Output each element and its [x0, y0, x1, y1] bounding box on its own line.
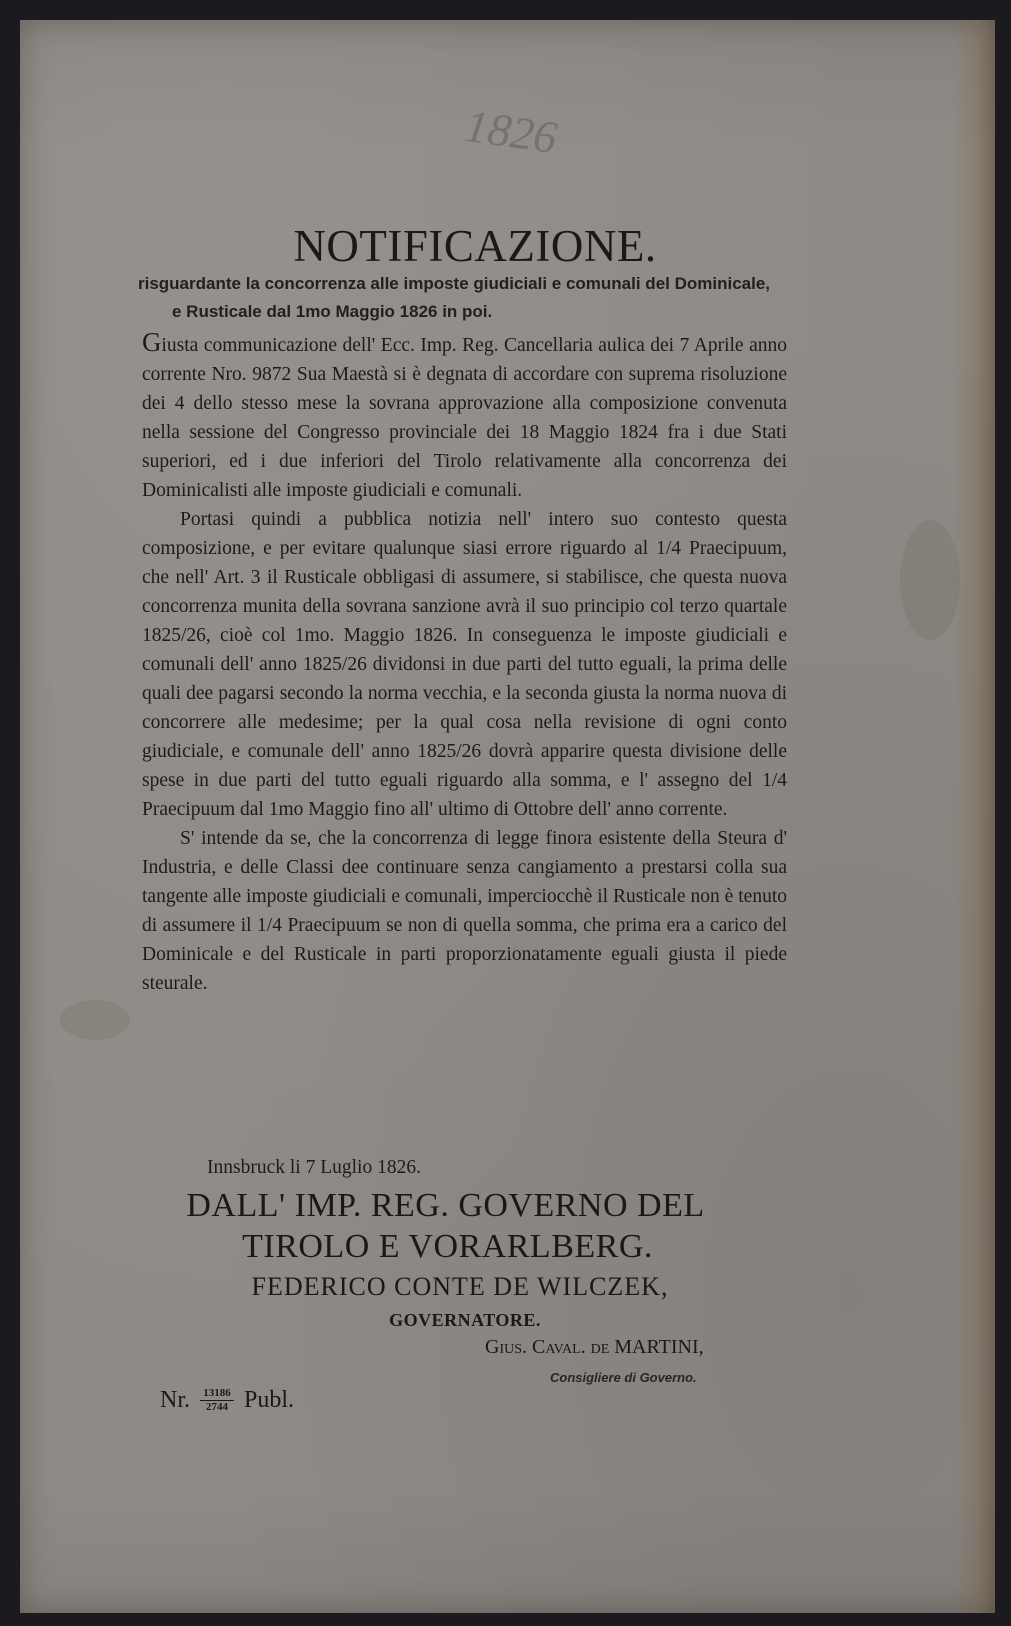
paragraph-1 — [142, 328, 787, 505]
authority-line-2: TIROLO E VORARLBERG. — [242, 1228, 653, 1265]
paper-stain — [900, 520, 960, 640]
countersignatory-role: Consigliere di Governo. — [550, 1370, 697, 1385]
document-subtitle — [138, 270, 898, 326]
dateline: Innsbruck li 7 Luglio 1826. — [207, 1157, 421, 1178]
document-title: NOTIFICAZIONE. — [293, 221, 657, 271]
paper-stain — [60, 1000, 130, 1040]
paragraph-2: Portasi quindi a pubblica notizia nell' intero suo contesto questa composizione, e per evitare qualunque siasi errore riguardo al 1/4 Praecipuum, che nell' Art. 3 il Rusticale obbligasi di assumere, si stabilisce, che questa nuova concorrenza munita della sovrana sanzione avrà il suo principio col terzo quartale 1825/26, cioè col 1mo. Maggio 1826. In conseguenza le imposte giudiciali e comunali dell' anno 1825/26 dividonsi in due parti del tutto eguali, la prima delle quali dee pagarsi secondo la norma vecchia, e la seconda giusta la norma nuova di concorrere alle medesime; per la qual cosa nella revisione di ogni conto giudiciale, e comunale dell' anno 1825/26 dovrà apparire questa divisione delle spese in due parti del tutto eguali riguardo alla somma, e l' assegno del 1/4 Praecipuum dal 1mo Maggio fino all' ultimo di Ottobre dell' anno corrente. — [142, 509, 787, 820]
document-body — [142, 328, 787, 998]
drop-capital: G — [142, 327, 162, 357]
number-denominator: 2744 — [206, 1401, 228, 1413]
document-sheet — [20, 20, 995, 1613]
number-numerator: 13186 — [203, 1387, 231, 1399]
subtitle-line-1: risguardante la concorrenza alle imposte giudiciali e comunali del Dominicale, — [138, 274, 771, 293]
publication-number — [160, 1387, 294, 1414]
number-fraction — [200, 1388, 234, 1413]
number-prefix: Nr. — [160, 1387, 190, 1413]
paragraph-3: S' intende da se, che la concorrenza di legge finora esistente della Steura d' Industria, e delle Classi dee continuare senza cangiamento a prestarsi colla sua tangente alle imposte giudiciali e comunali, imperciocchè il Rusticale non è tenuto di assumere il 1/4 Praecipuum se non di quella somma, che prima era a carico del Dominicale e del Rusticale in parti proporzionatamente eguali giusta il piede steurale. — [142, 828, 787, 994]
handwritten-year-annotation: 1826 — [461, 99, 561, 164]
paper-edge-stain — [951, 20, 995, 1613]
authority-line-1: DALL' IMP. REG. GOVERNO DEL — [186, 1187, 705, 1224]
subtitle-line-2: e Rusticale dal 1mo Maggio 1826 in poi. — [172, 302, 493, 321]
paragraph-1-text: iusta communicazione dell' Ecc. Imp. Reg. Cancellaria aulica dei 7 Aprile anno corrente Nro. 9872 Sua Maestà si è degnata di accordare con suprema risoluzione dei 4 dello stesso mese la sovrana approvazione alla composizione convenuta nella sessione del Congresso provinciale dei 18 Maggio 1824 fra i due Stati superiori, ed i due inferiori del Tirolo relativamente alla concorrenza dei Dominicalisti alle imposte giudiciali e comunali. — [142, 335, 787, 501]
number-suffix: Publ. — [244, 1387, 295, 1413]
signatory-name: FEDERICO CONTE DE WILCZEK, — [251, 1272, 669, 1301]
signatory-role: GOVERNATORE. — [389, 1310, 541, 1330]
countersignatory-name: Gius. Caval. de MARTINI, — [485, 1336, 704, 1358]
